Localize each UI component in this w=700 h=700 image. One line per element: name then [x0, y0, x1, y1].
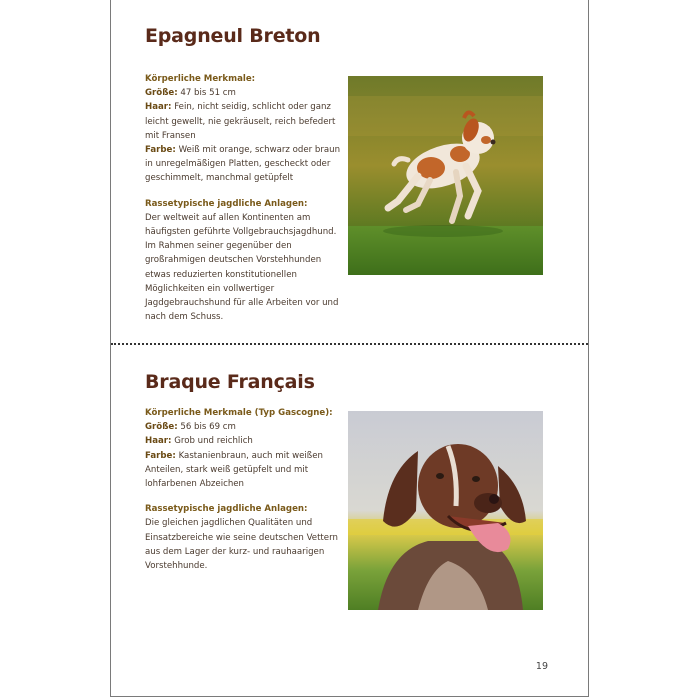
breed-section-epagneul-breton	[111, 0, 588, 343]
color-value: Kastanienbraun, auch mit weißen Anteilen, stark weiß getüpfelt und mit lohfarbenen Abzeichen	[145, 450, 323, 490]
dog-portrait-illustration	[348, 411, 543, 610]
color-label: Farbe:	[145, 450, 176, 461]
aptitude-text: Der weltweit auf allen Kontinenten am häufigsten geführte Vollgebrauchsjagdhund. Im Rahmen seiner gegenüber den großrahmigen deutschen Vorstehhunden etwas reduzierten konstitutionellen Möglichkeiten ein vollwertiger Jagdgebrauchshund für alle Arbeiten vor und nach dem Schuss.	[145, 212, 339, 323]
size-value: 56 bis 69 cm	[180, 422, 236, 433]
aptitude-heading: Rassetypische jagdliche Anlagen:	[145, 504, 308, 515]
coat-line	[145, 434, 345, 448]
page-number: 19	[535, 661, 548, 672]
color-value: Weiß mit orange, schwarz oder braun in unregelmäßigen Platten, gescheckt oder geschimmelt, manchmal getüpfelt	[145, 145, 341, 184]
running-dog-illustration	[348, 76, 543, 275]
coat-label: Haar:	[145, 436, 172, 447]
color-line	[145, 143, 345, 186]
coat-value: Grob und reichlich	[174, 436, 253, 447]
coat-label: Haar:	[145, 102, 172, 113]
book-page	[110, 0, 589, 697]
size-line	[145, 420, 345, 434]
breed-photo-dog-portrait	[348, 411, 543, 610]
breed-title: Epagneul Breton	[145, 25, 321, 47]
breed-photo-running-dog	[348, 76, 543, 275]
traits-heading: Körperliche Merkmale (Typ Gascogne):	[145, 408, 333, 418]
breed-description	[145, 406, 345, 573]
section-divider	[111, 343, 588, 345]
traits-heading: Körperliche Merkmale:	[145, 74, 256, 84]
breed-title: Braque Français	[145, 371, 315, 393]
color-line	[145, 449, 345, 492]
aptitude-text: Die gleichen jagdlichen Qualitäten und Einsatzbereiche wie seine deutschen Vettern aus dem Lager der kurz- und rauhaarigen Vorstehhunde.	[145, 518, 338, 572]
color-label: Farbe:	[145, 145, 176, 156]
aptitude-heading: Rassetypische jagdliche Anlagen:	[145, 198, 308, 209]
coat-line	[145, 100, 345, 143]
breed-section-braque-francais	[111, 346, 588, 646]
breed-description	[145, 72, 345, 324]
size-value: 47 bis 51 cm	[180, 88, 236, 99]
size-line	[145, 86, 345, 100]
size-label: Größe:	[145, 422, 178, 433]
size-label: Größe:	[145, 88, 178, 99]
coat-value: Fein, nicht seidig, schlicht oder ganz leicht gewellt, nie gekräuselt, reich befedert mit Fransen	[145, 102, 336, 141]
